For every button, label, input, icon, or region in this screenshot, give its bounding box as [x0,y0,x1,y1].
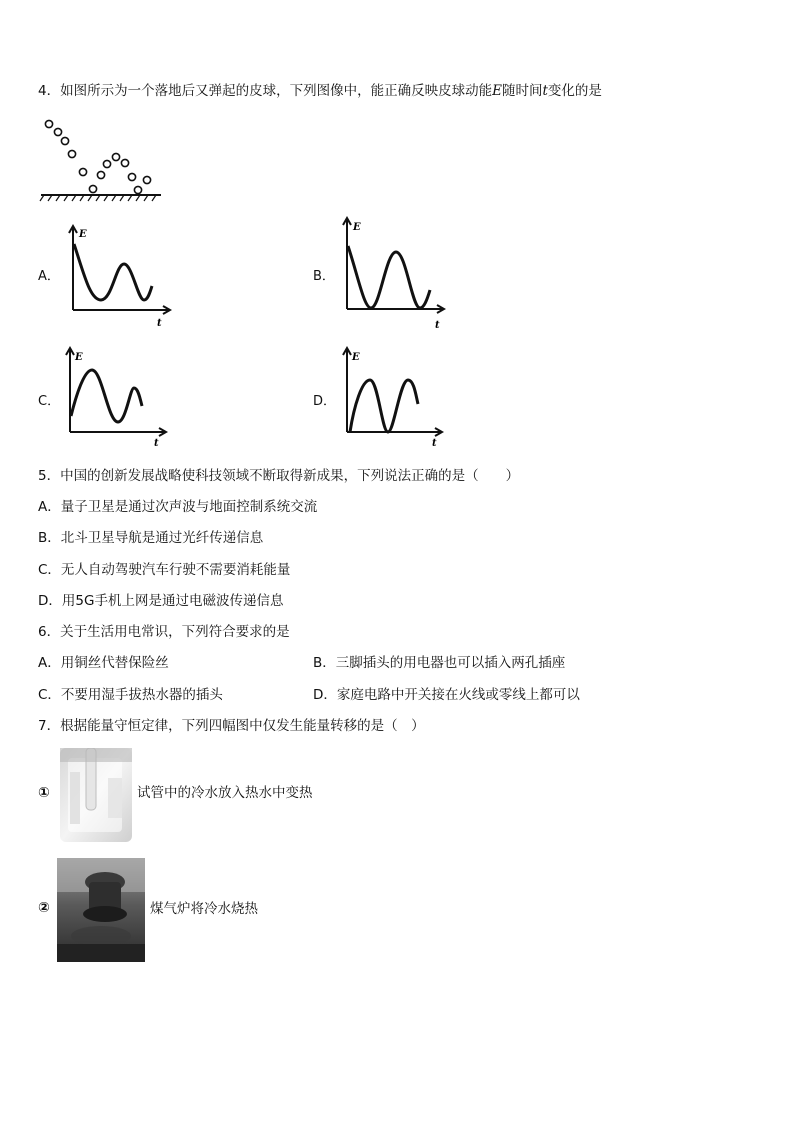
q4-stem-part2: 随时间 [501,83,543,99]
q6-stem: 6．关于生活用电常识，下列符合要求的是 [38,624,290,640]
q5-option-a: A．量子卫星是通过次声波与地面控制系统交流 [38,499,318,515]
q4-option-d-x-axis-label: t [432,438,437,449]
bouncing-ball-figure [38,116,168,204]
q4-option-c-graph [62,346,176,452]
q4-option-a-graph [64,224,180,330]
q7-stem: 7．根据能量守恒定律，下列四幅图中仅发生能量转移的是（ ） [38,718,425,734]
q7-photo-gas-stove-heating-water [57,858,145,962]
q7-item-1-number: ① [38,785,50,801]
q5-stem: 5．中国的创新发展战略使科技领域不断取得新成果，下列说法正确的是（ ） [38,468,520,484]
q6-option-a: A．用铜丝代替保险丝 [38,655,169,671]
q4-option-a-y-axis-label: E [79,229,87,240]
q7-item-2-number: ② [38,900,50,916]
q4-option-d-graph [338,346,452,452]
q4-stem-part1: 4．如图所示为一个落地后又弹起的皮球，下列图像中，能正确反映皮球动能 [38,83,493,99]
q6-option-b: B．三脚插头的用电器也可以插入两孔插座 [313,655,566,671]
q4-stem-part3: 变化的是 [547,83,602,99]
q4-option-a-label: A． [38,269,60,284]
q5-option-d: D．用5G手机上网是通过电磁波传递信息 [38,593,284,609]
q7-item-2-caption: 煤气炉将冷水烧热 [150,901,258,917]
q4-option-b-label: B． [313,269,335,284]
q4-option-b-graph [338,216,456,332]
q4-option-c-x-axis-label: t [154,438,159,449]
q4-option-d-y-axis-label: E [352,352,360,363]
q5-option-b: B．北斗卫星导航是通过光纤传递信息 [38,530,264,546]
q4-option-c-label: C． [38,394,61,409]
q4-option-b-y-axis-label: E [353,222,361,233]
q4-option-c-y-axis-label: E [75,352,83,363]
q4-stem [38,82,602,100]
q6-option-c: C．不要用湿手拔热水器的插头 [38,687,223,703]
q4-option-d-label: D． [313,394,337,409]
q4-option-a-x-axis-label: t [157,318,162,329]
q7-item-1-caption: 试管中的冷水放入热水中变热 [137,785,313,801]
q4-option-b-x-axis-label: t [435,320,440,331]
q4-var-t: t [542,83,548,99]
q5-option-c: C．无人自动驾驶汽车行驶不需要消耗能量 [38,562,291,578]
q7-photo-test-tube-in-hot-water [60,748,132,842]
q6-option-d: D．家庭电路中开关接在火线或零线上都可以 [313,687,580,703]
q4-var-e: E [492,83,502,99]
